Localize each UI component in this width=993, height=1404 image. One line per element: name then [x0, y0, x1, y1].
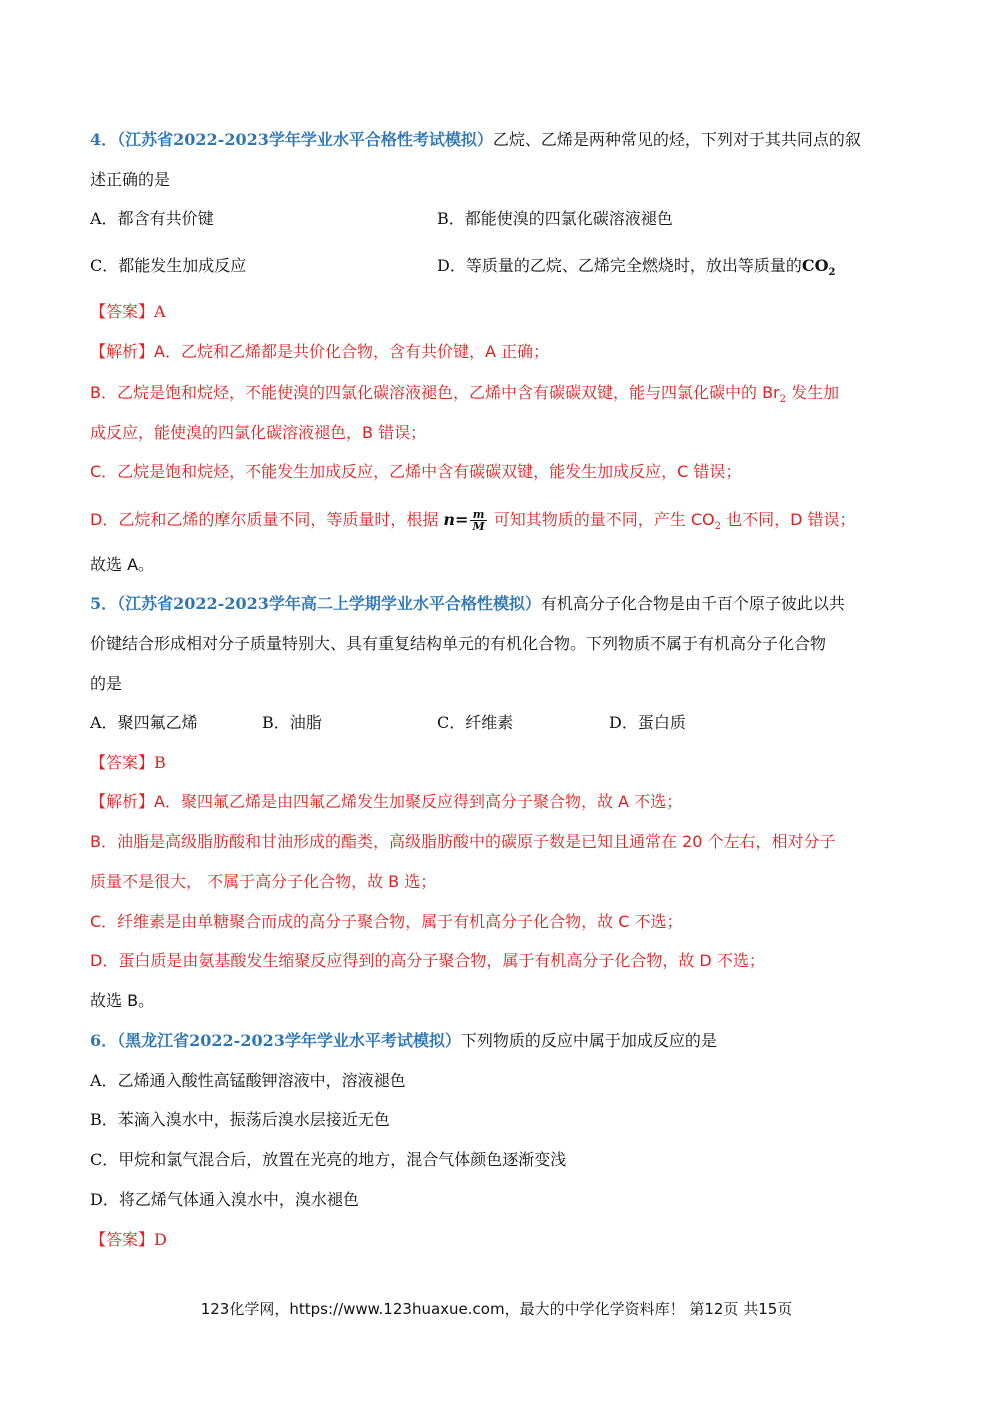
q5-analysis-line-4: C．纤维素是由单糖聚合而成的高分子聚合物，属于有机高分子化合物，故 C 不选；: [90, 912, 683, 931]
q4-analysis-label: 【解析】: [90, 342, 155, 361]
q5-option-b: [262, 713, 322, 733]
q4-option-a: [90, 209, 214, 229]
q6-option-c-text: 甲烷和氯气混合后，放置在光亮的地方，混合气体颜色逐渐变浅: [118, 1150, 567, 1169]
q6-option-c: [90, 1150, 566, 1170]
q5-option-a-letter: A．: [90, 713, 118, 732]
q5-option-d: [609, 713, 686, 733]
q5-analysis-label: 【解析】: [90, 792, 155, 811]
q4-option-b: [437, 209, 673, 229]
q4-answer: [90, 302, 166, 322]
q6-option-d: [90, 1190, 359, 1210]
q4-number: 4．: [90, 130, 118, 149]
q4-option-b-text: 都能使溴的四氯化碳溶液褪色: [464, 209, 673, 228]
q6-stem-line-1: [90, 1031, 717, 1051]
q6-option-c-letter: C．: [90, 1150, 119, 1169]
q5-option-a-text: 聚四氟乙烯: [117, 713, 198, 732]
q4-analysis-d-1: D．乙烷和乙烯的摩尔质量不同，等质量时，根据: [90, 510, 444, 529]
q4-analysis-conclusion: [90, 555, 154, 575]
q5-answer-label: 【答案】: [90, 753, 155, 772]
q4-option-d-text: 等质量的乙烷、乙烯完全燃烧时，放出等质量的: [465, 256, 802, 275]
q6-source: （黑龙江省2022-2023学年学业水平考试模拟）: [117, 1031, 461, 1050]
q4-analysis-line-1: [90, 342, 549, 362]
q6-option-b-text: 苯滴入溴水中，振荡后溴水层接近无色: [117, 1110, 390, 1129]
q5-analysis-line-5: D．蛋白质是由氨基酸发生缩聚反应得到的高分子聚合物，属于有机高分子化合物，故 D 不选；: [90, 951, 765, 970]
q5-analysis-conclusion: 故选 B。: [90, 991, 155, 1010]
q4-stem-line-2: 述正确的是: [90, 170, 171, 189]
q4-analysis-b-2: 发生加: [786, 383, 840, 402]
q5-option-d-text: 蛋白质: [637, 713, 686, 732]
q4-option-c-text: 都能发生加成反应: [118, 256, 247, 275]
q6-stem-1: 下列物质的反应中属于加成反应的是: [460, 1031, 717, 1050]
q6-number: 6．: [90, 1031, 118, 1050]
q4-option-c-letter: C．: [90, 256, 119, 275]
q5-source: （江苏省2022-2023学年高二上学期学业水平合格性模拟）: [117, 594, 541, 613]
q6-answer-label: 【答案】: [90, 1230, 155, 1249]
q4-option-b-letter: B．: [437, 209, 465, 228]
q4-analysis-d-2: 可知其物质的量不同，产生 CO: [488, 510, 715, 529]
q5-option-b-text: 油脂: [289, 713, 322, 732]
q5-option-d-letter: D．: [609, 713, 638, 732]
q6-option-a: [90, 1071, 406, 1091]
q5-option-c-text: 纤维素: [465, 713, 514, 732]
q6-answer-value: D: [154, 1230, 167, 1249]
q5-option-c-letter: C．: [437, 713, 466, 732]
q4-option-d-formula-sub: 2: [828, 267, 836, 279]
q6-option-b: [90, 1110, 390, 1130]
q4-analysis-line-4: C．乙烷是饱和烷烃，不能发生加成反应，乙烯中含有碳碳双键，能发生加成反应，C 错误；: [90, 462, 742, 481]
q5-option-b-letter: B．: [262, 713, 290, 732]
q4-formula-n: n=: [443, 510, 469, 529]
q5-analysis-line-1: [90, 792, 682, 812]
q4-stem-line-1: [90, 130, 861, 150]
q4-option-c: [90, 256, 246, 276]
q4-analysis-line-5: [90, 509, 855, 537]
q4-answer-label: 【答案】: [90, 302, 155, 321]
q5-analysis-a: A．聚四氟乙烯是由四氟乙烯发生加聚反应得到高分子聚合物，故 A 不选；: [154, 792, 683, 811]
q6-option-b-letter: B．: [90, 1110, 118, 1129]
q5-stem-line-3: 的是: [90, 674, 123, 693]
q5-number: 5．: [90, 594, 118, 613]
q5-option-c: [437, 713, 513, 733]
q4-analysis-a: A．乙烷和乙烯都是共价化合物，含有共价键，A 正确；: [154, 342, 549, 361]
q5-answer-value: B: [154, 753, 166, 772]
q5-answer: [90, 753, 166, 773]
q4-option-d-formula: CO: [801, 256, 829, 275]
q6-option-d-letter: D．: [90, 1190, 119, 1209]
q5-analysis-line-3: 质量不是很大， 不属于高分子化合物，故 B 选；: [90, 872, 437, 891]
q5-stem-line-1: [90, 594, 845, 614]
q4-analysis-b-1: B．乙烷是饱和烷烃，不能使溴的四氯化碳溶液褪色，乙烯中含有碳碳双键，能与四氯化碳中的 Br: [90, 383, 780, 402]
q4-option-d: [437, 256, 836, 283]
q4-source: （江苏省2022-2023学年学业水平合格性考试模拟）: [117, 130, 493, 149]
q4-analysis-d-sub: 2: [714, 521, 721, 533]
q6-option-a-text: 乙烯通入酸性高锰酸钾溶液中，溶液褪色: [117, 1071, 406, 1090]
q5-analysis-line-2: B．油脂是高级脂肪酸和甘油形成的酯类，高级脂肪酸中的碳原子数是已知且通常在 20 个左右，相对分子: [90, 832, 836, 851]
q5-option-a: [90, 713, 198, 733]
q4-option-d-letter: D．: [437, 256, 466, 275]
page-footer: 123化学网，https://www.123huaxue.com，最大的中学化学资料库！ 第12页 共15页: [200, 1300, 793, 1318]
q4-fraction-denominator: M: [472, 520, 485, 533]
q4-analysis-line-2: [90, 383, 839, 410]
q4-stem-1: 乙烷、乙烯是两种常见的烃，下列对于其共同点的叙: [492, 130, 861, 149]
q5-stem-1: 有机高分子化合物是由千百个原子彼此以共: [540, 594, 845, 613]
q4-answer-value: A: [154, 302, 166, 321]
q6-option-a-letter: A．: [90, 1071, 118, 1090]
q4-analysis-line-3: 成反应，能使溴的四氯化碳溶液褪色，B 错误；: [90, 423, 427, 442]
q4-fraction-numerator: m: [470, 509, 486, 521]
q4-analysis-conclusion-text: 故选 A。: [90, 555, 155, 574]
q4-analysis-b-sub: 2: [779, 394, 786, 406]
q4-option-a-letter: A．: [90, 209, 118, 228]
q4-analysis-d-3: 也不同，D 错误；: [720, 510, 856, 529]
q6-answer: [90, 1230, 167, 1250]
q5-stem-line-2: 价键结合形成相对分子质量特别大、具有重复结构单元的有机化合物。下列物质不属于有机高分子化合物: [90, 634, 827, 653]
q6-option-d-text: 将乙烯气体通入溴水中，溴水褪色: [118, 1190, 359, 1209]
q4-option-a-text: 都含有共价键: [117, 209, 214, 228]
q4-fraction: [470, 509, 486, 532]
